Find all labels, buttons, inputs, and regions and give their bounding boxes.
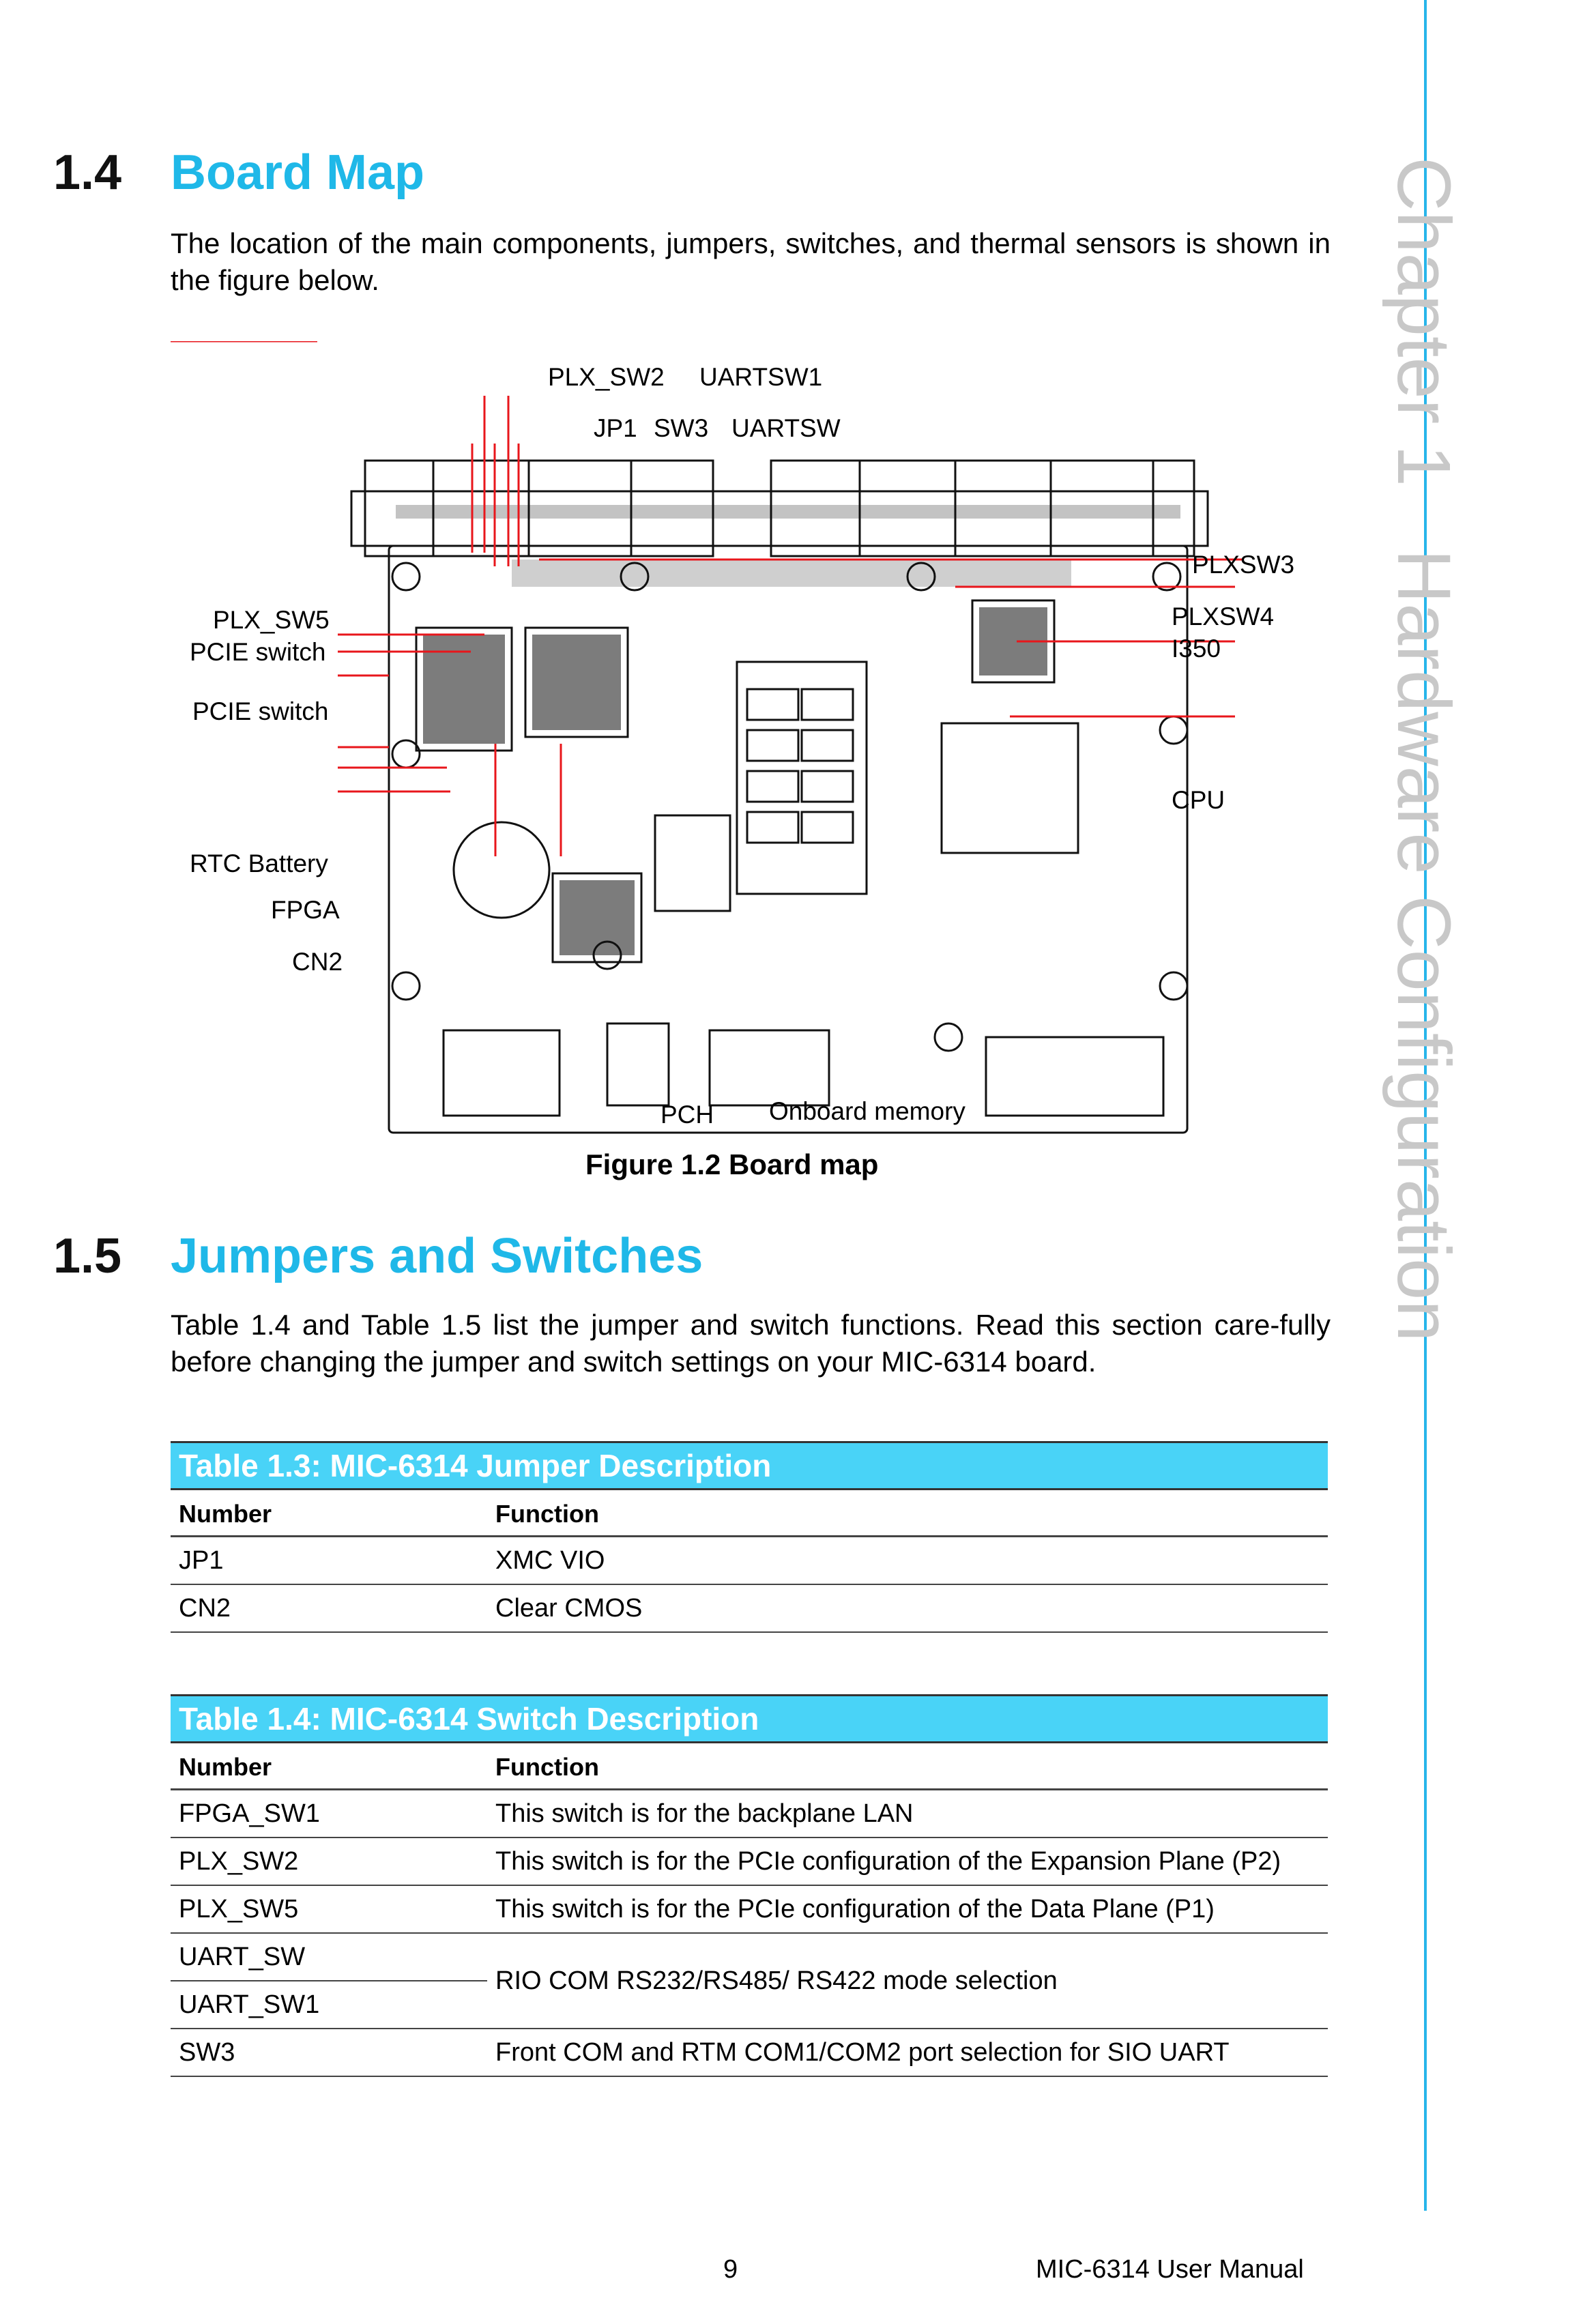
memory-chip-4: [802, 730, 853, 761]
label-uartsw1: UARTSW1: [699, 363, 823, 391]
table-row: [171, 1885, 1328, 1933]
memory-chip-3: [747, 730, 798, 761]
switch-table-title: Table 1.4: MIC-6314 Switch Description: [171, 1696, 1328, 1743]
connector-bottom-4: [986, 1037, 1163, 1116]
connector-bottom-2: [607, 1023, 669, 1105]
label-cpu: CPU: [1172, 786, 1225, 814]
label-pch: PCH: [660, 1101, 714, 1129]
switch-number: UART_SW: [171, 1933, 487, 1981]
connector-bottom-1: [444, 1030, 560, 1116]
page-number: 9: [723, 2255, 738, 2284]
label-fpga: FPGA: [271, 896, 340, 924]
switch-function: Front COM and RTM COM1/COM2 port selection for SIO UART: [487, 2029, 1328, 2076]
jumper-function: Clear CMOS: [487, 1584, 1328, 1632]
chapter-title: Hardware Configuration: [1382, 549, 1466, 1342]
switch-function: This switch is for the PCIe configuration of the Data Plane (P1): [487, 1885, 1328, 1933]
section-15-title: Jumpers and Switches: [171, 1229, 703, 1283]
jumper-header-function: Function: [487, 1490, 1328, 1537]
switch-table: [171, 1694, 1328, 2077]
memory-chip-1: [747, 689, 798, 720]
jumper-table-title: Table 1.3: MIC-6314 Jumper Description: [171, 1442, 1328, 1490]
section-14-title: Board Map: [171, 145, 425, 200]
switch-number: FPGA_SW1: [171, 1790, 487, 1838]
chapter-label: Chapter 1: [1382, 157, 1466, 487]
table-row: [171, 2029, 1328, 2076]
rtc-battery: [454, 822, 549, 918]
switch-number: UART_SW1: [171, 1981, 487, 2029]
jumper-function: XMC VIO: [487, 1537, 1328, 1585]
chapter-side-title: [1380, 157, 1467, 1341]
table-row: [171, 1790, 1328, 1838]
figure-caption: Figure 1.2 Board map: [585, 1148, 879, 1180]
switch-header-number: Number: [171, 1743, 487, 1790]
label-jp1: JP1: [594, 414, 637, 442]
pch-chip: [655, 815, 730, 911]
switch-number: SW3: [171, 2029, 487, 2076]
table-row: [171, 1584, 1328, 1632]
switch-function: RIO COM RS232/RS485/ RS422 mode selection: [487, 1933, 1328, 2029]
jumper-number: CN2: [171, 1584, 487, 1632]
switch-function: This switch is for the backplane LAN: [487, 1790, 1328, 1838]
table-row: [171, 1838, 1328, 1885]
memory-chip-8: [802, 812, 853, 843]
label-uartsw: UARTSW: [731, 414, 841, 442]
section-15-text: Table 1.4 and Table 1.5 list the jumper and switch functions. Read this section care-fully before changing the jumper and switch settings on your MIC-6314 board.: [171, 1309, 1331, 1378]
label-i350: I350: [1172, 635, 1221, 663]
label-plx-sw2: PLX_SW2: [548, 363, 665, 391]
memory-chip-7: [747, 812, 798, 843]
memory-chip-6: [802, 771, 853, 802]
switch-header-function: Function: [487, 1743, 1328, 1790]
label-plxsw4: PLXSW4: [1172, 602, 1275, 630]
label-rtc-battery: RTC Battery: [190, 849, 328, 877]
label-sw3: SW3: [654, 414, 709, 442]
cpu-chip: [942, 723, 1078, 853]
memory-chip-2: [802, 689, 853, 720]
section-15-number: 1.5: [53, 1229, 122, 1283]
table-row: [171, 1933, 1328, 1981]
jumper-header-number: Number: [171, 1490, 487, 1537]
section-14-text: The location of the main components, jumpers, switches, and thermal sensors is shown in the figure below.: [171, 227, 1331, 296]
memory-chip-5: [747, 771, 798, 802]
label-pcie-switch-2: PCIE switch: [192, 697, 329, 725]
label-plx-sw5: PLX_SW5: [213, 606, 330, 634]
pcb-body: [389, 546, 1187, 1133]
section-14-number: 1.4: [53, 145, 122, 200]
label-pcie-switch-1: PCIE switch: [190, 638, 326, 666]
board-map-figure: [171, 341, 1331, 1221]
label-onboard-memory: Onboard memory: [769, 1097, 965, 1125]
label-cn2: CN2: [292, 948, 343, 976]
label-plxsw3: PLXSW3: [1192, 551, 1295, 579]
connector-bottom-3: [710, 1030, 829, 1105]
switch-number: PLX_SW2: [171, 1838, 487, 1885]
jumper-number: JP1: [171, 1537, 487, 1585]
table-row: [171, 1537, 1328, 1585]
jumper-table: [171, 1441, 1328, 1633]
manual-title: MIC-6314 User Manual: [1036, 2255, 1304, 2284]
switch-number: PLX_SW5: [171, 1885, 487, 1933]
switch-function: This switch is for the PCIe configuration of the Expansion Plane (P2): [487, 1838, 1328, 1885]
